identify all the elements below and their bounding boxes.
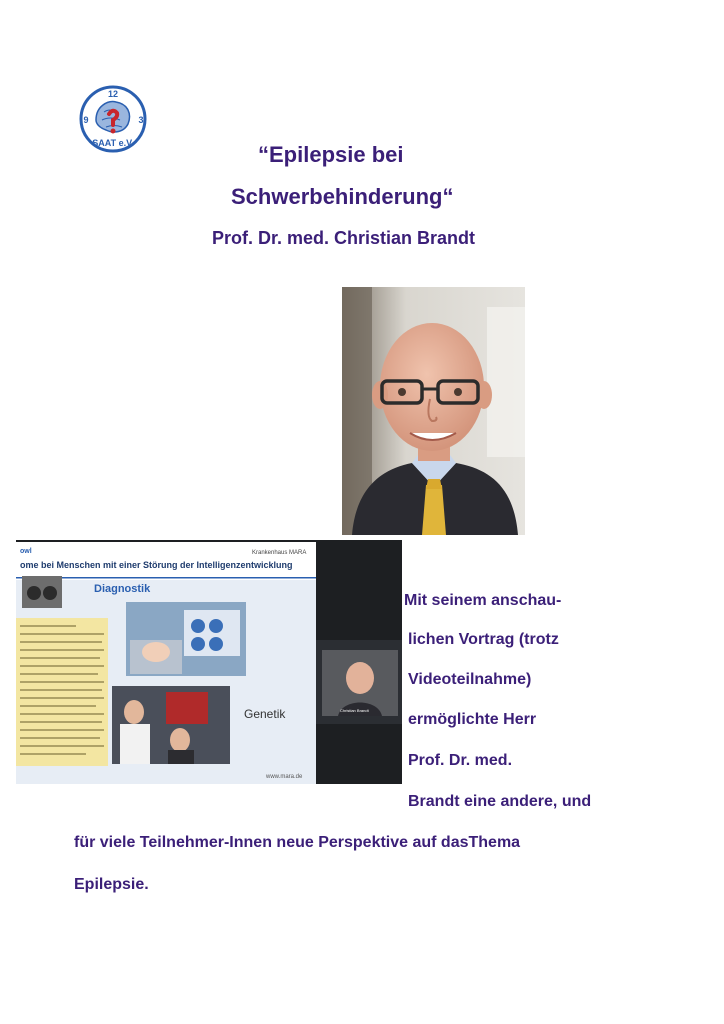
slide-brand-left: owl (20, 548, 32, 555)
slide-heading-diagnostik: Diagnostik (94, 583, 151, 595)
slide-heading-genetik: Genetik (244, 707, 286, 721)
body-line-8: Epilepsie. (74, 876, 149, 893)
logo-text: SAAT e.V. (92, 138, 134, 148)
logo-number-3: 3 (138, 115, 144, 125)
title-line-2: Schwerbehinderung“ (231, 184, 454, 209)
body-line-1: Mit seinem anschau- (404, 592, 562, 609)
author-name: Prof. Dr. med. Christian Brandt (212, 228, 476, 248)
slide-footer-url: www.mara.de (266, 774, 303, 780)
body-line-2: lichen Vortrag (trotz (408, 631, 559, 648)
video-slide-screenshot (16, 540, 402, 784)
logo-number-9: 9 (83, 115, 89, 125)
slide-header: ome bei Menschen mit einer Störung der Intelligenzentwicklung (20, 560, 293, 570)
body-line-5: Prof. Dr. med. (408, 752, 513, 769)
saat-logo (78, 84, 148, 154)
video-participant-name: Christian Brandt (340, 708, 369, 713)
portrait-photo (342, 287, 525, 535)
slide-brand-right: Krankenhaus MARA (252, 550, 307, 556)
body-line-7: für viele Teilnehmer-Innen neue Perspektive auf dasThema (74, 834, 521, 851)
body-line-4: ermöglichte Herr (408, 711, 537, 728)
logo-number-12: 12 (107, 89, 119, 99)
title-line-1: “Epilepsie bei (258, 142, 404, 167)
body-line-3: Videoteilnahme) (408, 671, 532, 688)
body-line-6: Brandt eine andere, und (408, 793, 592, 810)
